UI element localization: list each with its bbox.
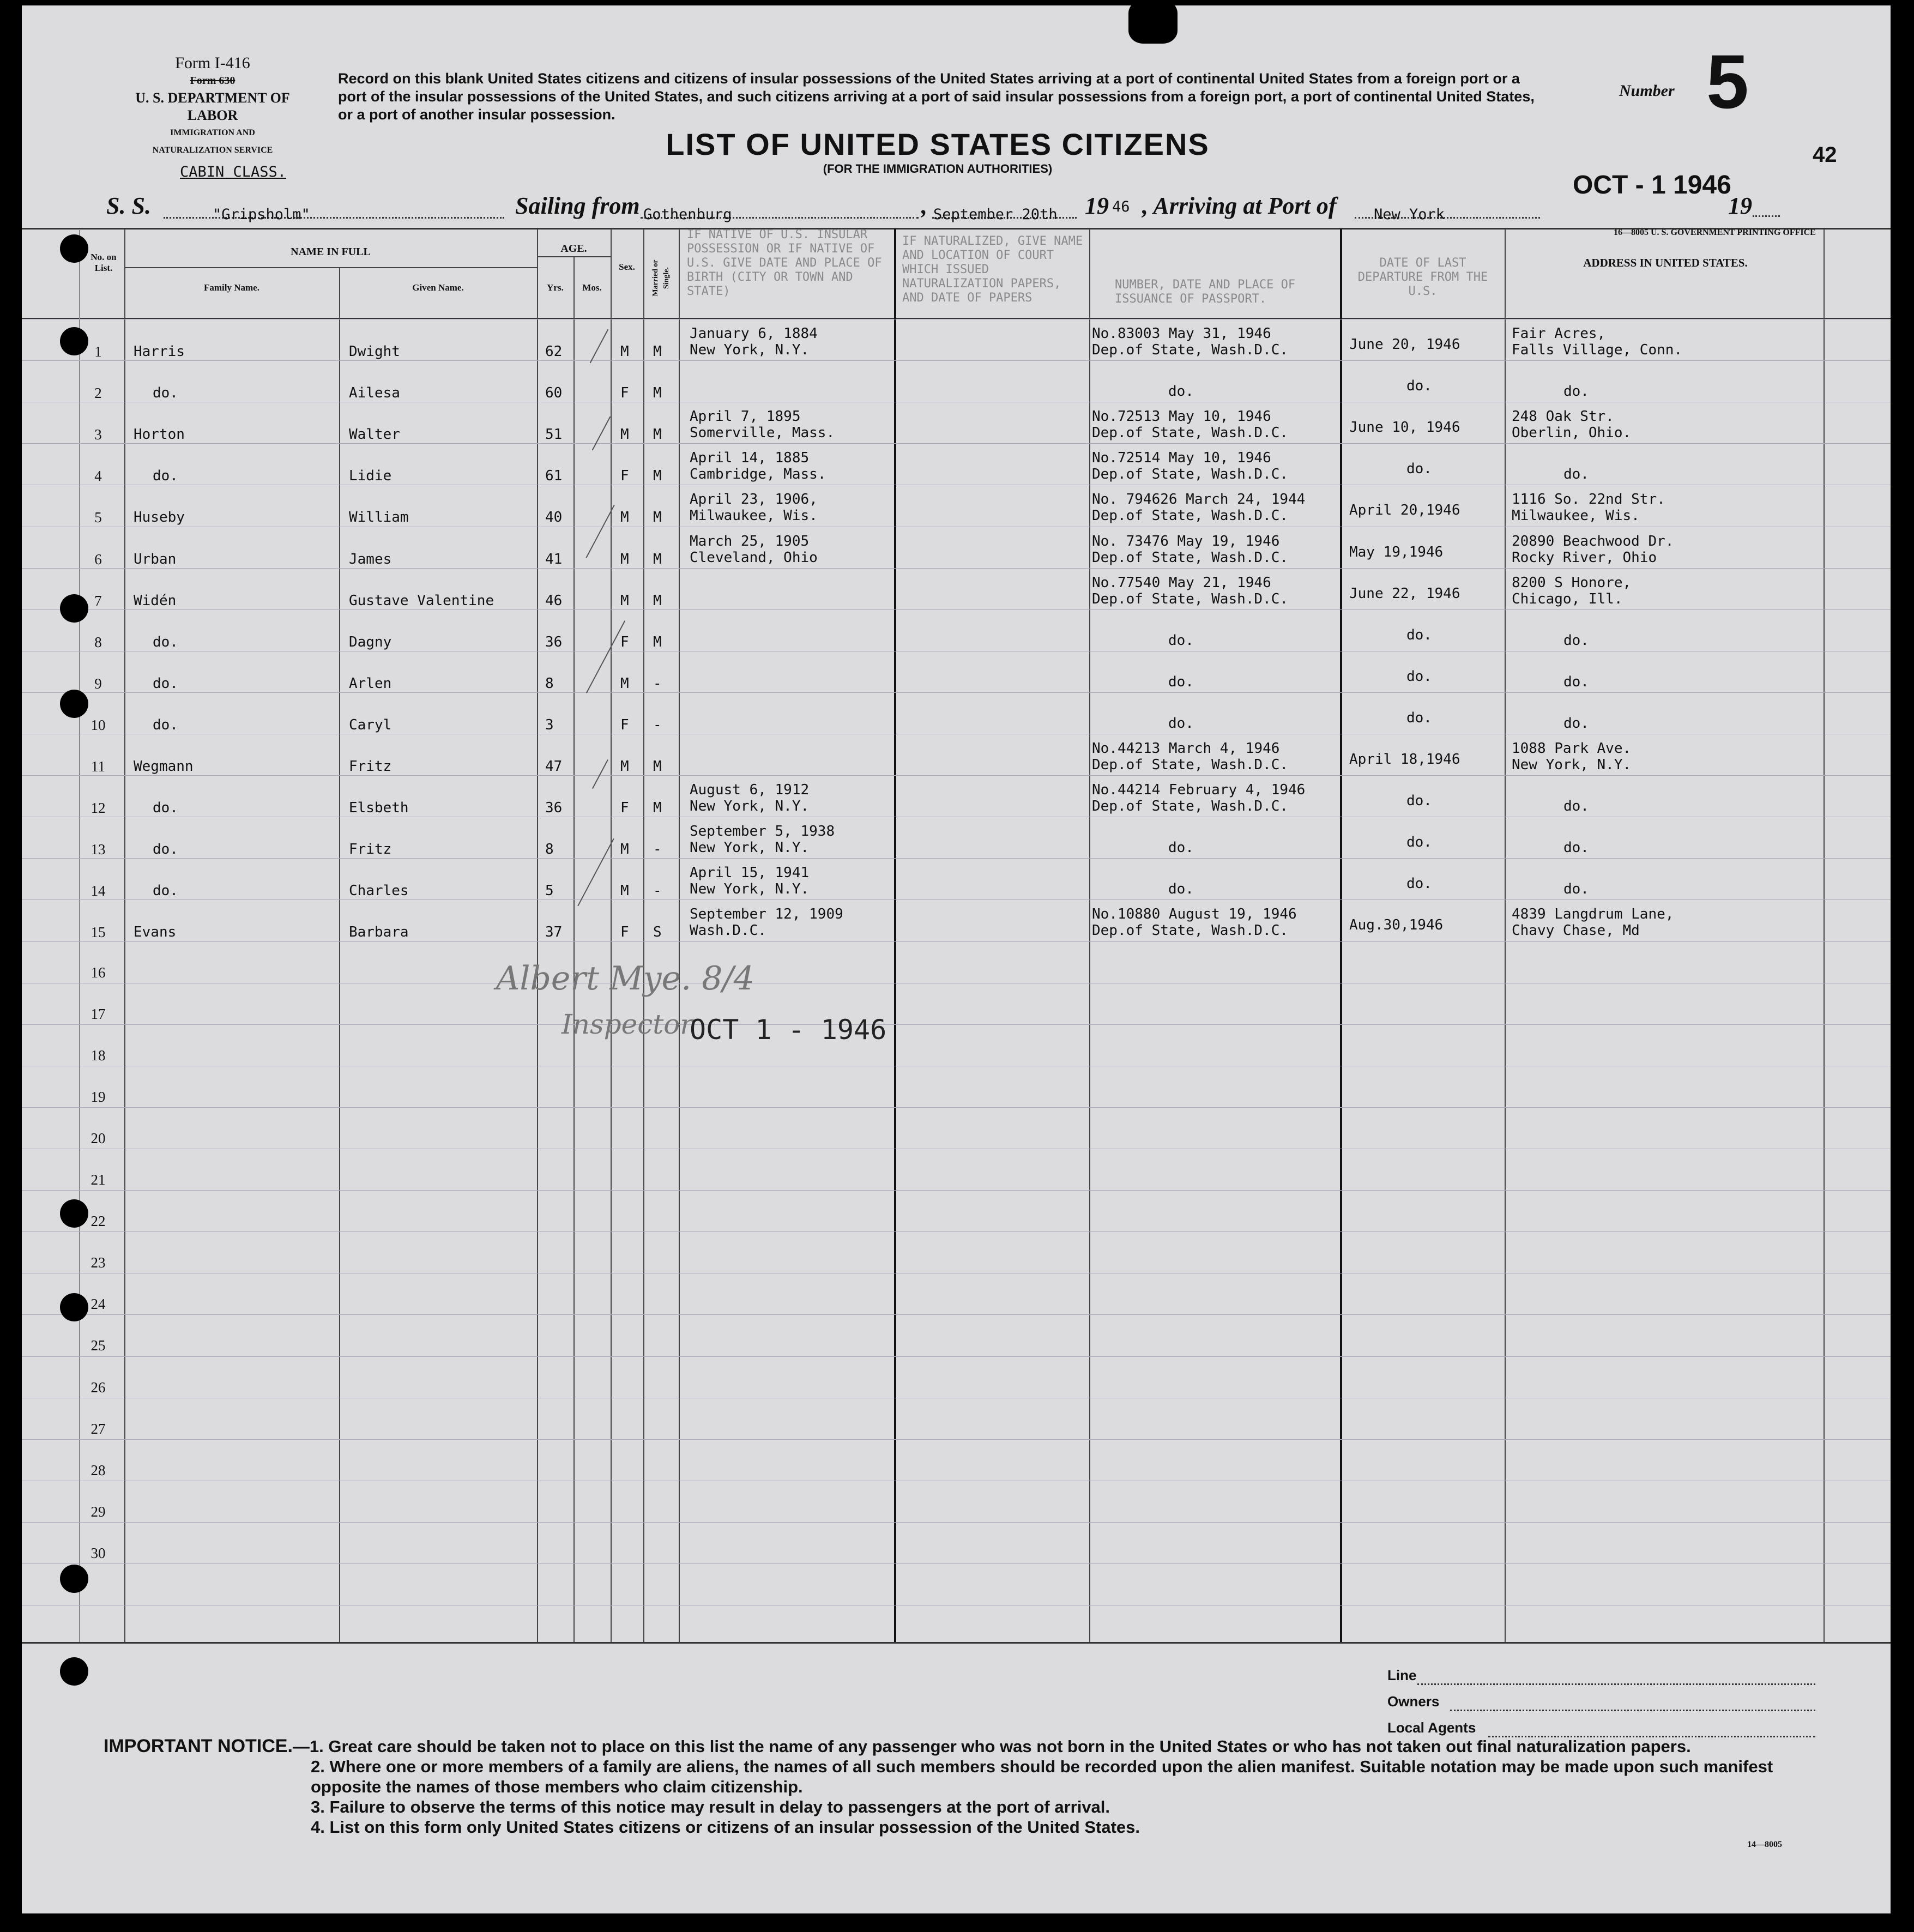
col-header-naturalized: IF NATURALIZED, GIVE NAME AND LOCATION OF COURT WHICH ISSUED NATURALIZATION PAPERS, AND DATE OF PAPERS bbox=[902, 234, 1083, 305]
cell-addr2: do. bbox=[1563, 466, 1589, 483]
cell-addr2: do. bbox=[1563, 383, 1589, 400]
cell-sex: M bbox=[620, 551, 629, 567]
col-divider bbox=[1340, 229, 1342, 1642]
port-field bbox=[1355, 197, 1540, 223]
col-divider bbox=[537, 229, 538, 1642]
number-label: Number bbox=[1619, 82, 1675, 100]
col-header-given: Given Name. bbox=[412, 282, 464, 293]
owners-label: Owners bbox=[1387, 1693, 1440, 1710]
cell-no: 15 bbox=[90, 924, 106, 941]
col-divider bbox=[573, 256, 575, 1642]
punch-hole bbox=[60, 1565, 88, 1593]
cell-sex: M bbox=[620, 509, 629, 526]
punch-hole bbox=[60, 234, 88, 263]
row-rule bbox=[22, 1356, 1891, 1357]
cell-family: Huseby bbox=[134, 509, 185, 526]
row-number: 22 bbox=[90, 1213, 106, 1230]
row-rule bbox=[22, 609, 1891, 610]
cell-sex: F bbox=[620, 385, 629, 402]
col-divider bbox=[79, 229, 80, 1642]
cell-given: Gustave Valentine bbox=[349, 592, 494, 609]
cell-addr2: Milwaukee, Wis. bbox=[1512, 508, 1640, 524]
sailing-label: Sailing from bbox=[515, 192, 640, 219]
agents-label: Local Agents bbox=[1387, 1719, 1476, 1736]
cell-no: 9 bbox=[94, 675, 102, 692]
line-field bbox=[1417, 1683, 1815, 1685]
cell-sex: M bbox=[620, 592, 629, 609]
sailing-date: September 20th bbox=[933, 206, 1058, 223]
col-header-address: ADDRESS IN UNITED STATES. bbox=[1583, 256, 1748, 269]
comma: , bbox=[921, 192, 927, 219]
row-number: 21 bbox=[90, 1172, 106, 1188]
cell-birth1: April 15, 1941 bbox=[690, 865, 810, 882]
notice-3: 3. Failure to observe the terms of this notice may result in delay to passengers at the port of arrival. bbox=[311, 1797, 1110, 1816]
cell-addr2: Chicago, Ill. bbox=[1512, 590, 1623, 607]
row-rule bbox=[22, 360, 1891, 361]
row-number: 29 bbox=[90, 1503, 106, 1520]
page-number: 42 bbox=[1813, 143, 1837, 167]
cell-age: 8 bbox=[545, 841, 554, 858]
cell-given: Barbara bbox=[349, 924, 409, 941]
row-number: 24 bbox=[90, 1296, 106, 1313]
row-number: 30 bbox=[90, 1544, 106, 1561]
row-rule bbox=[22, 692, 1891, 693]
cell-age: 51 bbox=[545, 426, 563, 443]
cell-pass1: No.72513 May 10, 1946 bbox=[1092, 408, 1271, 425]
row-number: 19 bbox=[90, 1088, 106, 1105]
cell-no: 4 bbox=[94, 468, 102, 485]
year-suffix: 46 bbox=[1112, 198, 1130, 215]
cell-ms: S bbox=[653, 924, 662, 941]
cell-pass1: No.77540 May 21, 1946 bbox=[1092, 574, 1271, 591]
punch-hole bbox=[60, 1657, 88, 1686]
cell-no: 10 bbox=[90, 716, 106, 733]
col-header-yrs: Yrs. bbox=[547, 282, 564, 293]
sailing-from-field bbox=[641, 197, 919, 223]
inspection-date-stamp: OCT 1 - 1946 bbox=[690, 1014, 887, 1046]
row-rule bbox=[22, 1107, 1891, 1108]
row-rule bbox=[22, 899, 1891, 900]
cell-sex: F bbox=[620, 468, 629, 485]
cell-pass2: Dep.of State, Wash.D.C. bbox=[1092, 549, 1289, 566]
punch-hole bbox=[1128, 0, 1178, 44]
cell-age: 61 bbox=[545, 468, 563, 485]
line-label: Line bbox=[1387, 1667, 1417, 1683]
cell-family: do. bbox=[153, 675, 178, 692]
cell-dep: do. bbox=[1406, 709, 1432, 726]
cell-no: 13 bbox=[90, 841, 106, 858]
cell-addr1: 248 Oak Str. bbox=[1512, 408, 1614, 425]
cell-family: Wegmann bbox=[134, 758, 194, 775]
cell-sex: M bbox=[620, 675, 629, 692]
punch-hole bbox=[60, 1199, 88, 1228]
cell-pass2: Dep.of State, Wash.D.C. bbox=[1092, 425, 1289, 442]
cell-pass2: do. bbox=[1168, 632, 1194, 649]
row-rule bbox=[22, 775, 1891, 776]
cell-age: 5 bbox=[545, 883, 554, 899]
cell-family: do. bbox=[153, 385, 178, 402]
page-title: LIST OF UNITED STATES CITIZENS bbox=[666, 127, 1210, 161]
port: New York bbox=[1374, 206, 1445, 223]
cell-age: 62 bbox=[545, 343, 563, 360]
row-rule bbox=[22, 443, 1891, 444]
cell-family: do. bbox=[153, 883, 178, 899]
cell-birth2: Wash.D.C. bbox=[690, 922, 766, 939]
cell-dep: do. bbox=[1406, 876, 1432, 892]
cell-addr2: do. bbox=[1563, 632, 1589, 649]
cell-addr2: Falls Village, Conn. bbox=[1512, 342, 1683, 358]
cell-addr2: New York, N.Y. bbox=[1512, 757, 1632, 773]
cell-family: do. bbox=[153, 633, 178, 650]
cell-dep: June 20, 1946 bbox=[1349, 336, 1460, 353]
cell-ms: - bbox=[653, 841, 662, 858]
cell-addr1: 20890 Beachwood Dr. bbox=[1512, 533, 1674, 550]
cell-addr2: do. bbox=[1563, 840, 1589, 856]
punch-hole bbox=[60, 690, 88, 718]
cell-sex: F bbox=[620, 924, 629, 941]
sailing-date-field bbox=[932, 197, 1077, 223]
row-number: 18 bbox=[90, 1047, 106, 1064]
cell-given: Fritz bbox=[349, 841, 392, 858]
col-divider bbox=[124, 229, 125, 1642]
col-divider bbox=[894, 229, 896, 1642]
table-bottom-rule bbox=[22, 1642, 1891, 1644]
cell-given: Dwight bbox=[349, 343, 400, 360]
cell-ms: M bbox=[653, 343, 662, 360]
form-number: Form I-416 bbox=[175, 54, 250, 72]
cell-dep: do. bbox=[1406, 793, 1432, 810]
cell-pass1: No.10880 August 19, 1946 bbox=[1092, 906, 1297, 923]
age-header-rule bbox=[537, 256, 611, 257]
ship-field bbox=[164, 197, 504, 223]
cell-ms: M bbox=[653, 551, 662, 567]
cell-age: 46 bbox=[545, 592, 563, 609]
cell-addr2: Chavy Chase, Md bbox=[1512, 922, 1640, 939]
form-header bbox=[131, 55, 294, 159]
cell-given: Walter bbox=[349, 426, 400, 443]
cell-pass2: do. bbox=[1168, 383, 1194, 400]
cell-family: Evans bbox=[134, 924, 177, 941]
cell-addr2: do. bbox=[1563, 798, 1589, 815]
cell-dep: do. bbox=[1406, 834, 1432, 851]
cell-addr1: 4839 Langdrum Lane, bbox=[1512, 906, 1674, 923]
notice-4: 4. List on this form only United States citizens or citizens of an insular possession of the United States. bbox=[311, 1818, 1140, 1837]
department: U. S. DEPARTMENT OF LABOR bbox=[135, 90, 290, 123]
cell-addr1: 1088 Park Ave. bbox=[1512, 740, 1632, 757]
cell-sex: M bbox=[620, 343, 629, 360]
year2-line bbox=[1753, 215, 1780, 217]
cell-birth2: New York, N.Y. bbox=[690, 798, 810, 815]
cell-no: 2 bbox=[94, 385, 102, 402]
cell-ms: M bbox=[653, 385, 662, 402]
row-number: 20 bbox=[90, 1130, 106, 1146]
cell-addr2: do. bbox=[1563, 881, 1589, 898]
cell-dep: do. bbox=[1406, 378, 1432, 395]
cell-dep: Aug.30,1946 bbox=[1349, 917, 1444, 934]
year-prefix: 19 bbox=[1085, 192, 1109, 219]
table-top-rule bbox=[22, 228, 1891, 230]
col-divider bbox=[643, 229, 644, 1642]
cell-pass2: Dep.of State, Wash.D.C. bbox=[1092, 508, 1289, 524]
cell-no: 3 bbox=[94, 426, 102, 443]
cell-age: 40 bbox=[545, 509, 563, 526]
row-number: 17 bbox=[90, 1005, 106, 1022]
page-subtitle: (FOR THE IMMIGRATION AUTHORITIES) bbox=[823, 162, 1053, 176]
cell-birth1: April 7, 1895 bbox=[690, 408, 801, 425]
cell-ms: - bbox=[653, 883, 662, 899]
cell-birth1: April 23, 1906, bbox=[690, 491, 818, 508]
cell-sex: M bbox=[620, 758, 629, 775]
cell-family: do. bbox=[153, 841, 178, 858]
cell-pass1: No.72514 May 10, 1946 bbox=[1092, 450, 1271, 467]
cell-age: 3 bbox=[545, 716, 554, 733]
row-rule bbox=[22, 1314, 1891, 1315]
cell-sex: M bbox=[620, 841, 629, 858]
record-instructions: Record on this blank United States citizens and citizens of insular possessions of the United States arriving at a port of continental United States from a foreign port or a port of the insular possessions of the United States, and such citizens arriving at a port of said insular possessions from a foreign port, a port of continental United States, or a port of another insular possession. bbox=[338, 70, 1535, 123]
cell-addr1: 1116 So. 22nd Str. bbox=[1512, 491, 1665, 508]
cell-ms: M bbox=[653, 468, 662, 485]
cell-dep: June 10, 1946 bbox=[1349, 419, 1460, 436]
cell-pass2: do. bbox=[1168, 715, 1194, 732]
cell-pass2: Dep.of State, Wash.D.C. bbox=[1092, 798, 1289, 815]
cell-family: Harris bbox=[134, 343, 185, 360]
cell-given: Dagny bbox=[349, 633, 392, 650]
row-rule bbox=[22, 1231, 1891, 1232]
cell-birth2: New York, N.Y. bbox=[690, 840, 810, 856]
col-header-name: NAME IN FULL bbox=[291, 246, 371, 258]
col-header-native: IF NATIVE OF U.S. INSULAR POSSESSION OR IF NATIVE OF U.S. GIVE DATE AND PLACE OF BIRTH (CITY OR TOWN AND STATE) bbox=[687, 228, 882, 298]
cell-addr2: Rocky River, Ohio bbox=[1512, 549, 1657, 566]
cell-age: 36 bbox=[545, 800, 563, 817]
year-2: 19 bbox=[1728, 192, 1752, 219]
cell-birth1: April 14, 1885 bbox=[690, 450, 810, 467]
cell-pass2: do. bbox=[1168, 673, 1194, 690]
printer-code: 16—8005 U. S. GOVERNMENT PRINTING OFFICE bbox=[1614, 228, 1816, 237]
cell-birth2: New York, N.Y. bbox=[690, 881, 810, 898]
cell-age: 47 bbox=[545, 758, 563, 775]
col-header-age: AGE. bbox=[560, 243, 587, 255]
cell-given: Lidie bbox=[349, 468, 392, 485]
cell-pass2: do. bbox=[1168, 840, 1194, 856]
form-code: 14—8005 bbox=[1747, 1840, 1782, 1849]
cell-birth1: September 12, 1909 bbox=[690, 906, 843, 923]
cell-dep: April 18,1946 bbox=[1349, 751, 1460, 768]
cell-pass2: Dep.of State, Wash.D.C. bbox=[1092, 342, 1289, 358]
owners-field bbox=[1450, 1710, 1815, 1711]
cell-birth2: New York, N.Y. bbox=[690, 342, 810, 358]
cell-given: Fritz bbox=[349, 758, 392, 775]
cell-birth1: August 6, 1912 bbox=[690, 782, 810, 799]
cell-family: do. bbox=[153, 800, 178, 817]
cell-addr1: 8200 S Honore, bbox=[1512, 574, 1632, 591]
cell-birth1: September 5, 1938 bbox=[690, 823, 835, 840]
row-rule bbox=[22, 1024, 1891, 1025]
cell-addr2: do. bbox=[1563, 673, 1589, 690]
cell-ms: - bbox=[653, 675, 662, 692]
cell-age: 41 bbox=[545, 551, 563, 567]
ss-label: S. S. bbox=[106, 192, 151, 219]
cell-pass1: No. 73476 May 19, 1946 bbox=[1092, 533, 1280, 550]
cell-no: 6 bbox=[94, 551, 102, 567]
row-number: 28 bbox=[90, 1462, 106, 1478]
class-label: CABIN CLASS. bbox=[180, 164, 287, 180]
cell-family: Widén bbox=[134, 592, 177, 609]
cell-sex: F bbox=[620, 633, 629, 650]
cell-sex: F bbox=[620, 800, 629, 817]
row-rule bbox=[22, 1563, 1891, 1564]
cell-no: 11 bbox=[91, 758, 105, 775]
cell-given: Caryl bbox=[349, 716, 392, 733]
punch-hole bbox=[60, 1293, 88, 1321]
cell-ms: M bbox=[653, 758, 662, 775]
row-number: 23 bbox=[90, 1254, 106, 1271]
cell-pass2: Dep.of State, Wash.D.C. bbox=[1092, 466, 1289, 483]
cell-birth1: March 25, 1905 bbox=[690, 533, 810, 550]
col-divider bbox=[679, 229, 680, 1642]
cell-birth1: January 6, 1884 bbox=[690, 325, 818, 342]
col-header-family: Family Name. bbox=[204, 282, 259, 293]
col-divider bbox=[1505, 229, 1506, 1642]
ship-name: "Gripsholm" bbox=[213, 206, 310, 223]
row-number: 26 bbox=[90, 1379, 106, 1396]
cell-birth2: Somerville, Mass. bbox=[690, 425, 835, 442]
row-number: 25 bbox=[90, 1337, 106, 1354]
cell-dep: do. bbox=[1406, 626, 1432, 643]
col-header-married: Married or Single. bbox=[651, 259, 671, 297]
cell-pass2: do. bbox=[1168, 881, 1194, 898]
cell-dep: April 20,1946 bbox=[1349, 502, 1460, 519]
notice-2: 2. Where one or more members of a family are aliens, the names of all such members should be recorded upon the alien manifest. Suitable notation may be made upon such manifest opposite the names of those members who claim citizenship. bbox=[311, 1757, 1773, 1796]
cell-given: Ailesa bbox=[349, 385, 400, 402]
row-rule bbox=[22, 1522, 1891, 1523]
cell-pass1: No.44213 March 4, 1946 bbox=[1092, 740, 1280, 757]
cell-dep: do. bbox=[1406, 668, 1432, 685]
cell-ms: - bbox=[653, 716, 662, 733]
cell-given: James bbox=[349, 551, 392, 567]
cell-no: 12 bbox=[90, 800, 106, 817]
cell-family: Urban bbox=[134, 551, 177, 567]
notice-1: —1. Great care should be taken not to place on this list the name of any passenger who was not born in the United States or who has not taken out final naturalization papers. bbox=[292, 1737, 1691, 1756]
cell-pass1: No. 794626 March 24, 1944 bbox=[1092, 491, 1306, 508]
arrival-date-stamp: OCT - 1 1946 bbox=[1573, 171, 1731, 200]
cell-ms: M bbox=[653, 509, 662, 526]
cell-age: 37 bbox=[545, 924, 563, 941]
cell-family: Horton bbox=[134, 426, 185, 443]
row-number: 16 bbox=[90, 964, 106, 981]
notice-title: IMPORTANT NOTICE. bbox=[104, 1736, 293, 1756]
cell-family: do. bbox=[153, 716, 178, 733]
col-header-no: No. on List. bbox=[90, 252, 117, 273]
cell-no: 1 bbox=[94, 343, 102, 360]
cell-pass1: No.83003 May 31, 1946 bbox=[1092, 325, 1271, 342]
cell-dep: June 22, 1946 bbox=[1349, 585, 1460, 602]
cell-birth2: Milwaukee, Wis. bbox=[690, 508, 818, 524]
row-rule bbox=[22, 1439, 1891, 1440]
cell-birth2: Cleveland, Ohio bbox=[690, 549, 818, 566]
cell-age: 60 bbox=[545, 385, 563, 402]
cell-dep: May 19,1946 bbox=[1349, 544, 1444, 560]
cell-addr1: Fair Acres, bbox=[1512, 325, 1606, 342]
col-header-sex: Sex. bbox=[619, 262, 635, 272]
col-divider bbox=[611, 229, 612, 1642]
cell-sex: F bbox=[620, 716, 629, 733]
cell-addr2: do. bbox=[1563, 715, 1589, 732]
arriving-label: , Arriving at Port of bbox=[1142, 192, 1337, 219]
col-divider bbox=[1824, 229, 1825, 1642]
cell-age: 36 bbox=[545, 633, 563, 650]
cell-given: William bbox=[349, 509, 409, 526]
cell-sex: M bbox=[620, 883, 629, 899]
col-header-departure: DATE OF LAST DEPARTURE FROM THE U.S. bbox=[1357, 256, 1488, 298]
handwritten-inspector: Inspector bbox=[561, 1009, 693, 1040]
cell-dep: do. bbox=[1406, 461, 1432, 478]
col-header-passport: NUMBER, DATE AND PLACE OF ISSUANCE OF PASSPORT. bbox=[1115, 278, 1296, 306]
cell-pass2: Dep.of State, Wash.D.C. bbox=[1092, 922, 1289, 939]
row-rule bbox=[22, 858, 1891, 859]
service: IMMIGRATION AND NATURALIZATION SERVICE bbox=[152, 128, 273, 155]
sailing-from: Gothenburg bbox=[643, 206, 732, 223]
cell-no: 8 bbox=[94, 633, 102, 650]
row-number: 27 bbox=[90, 1420, 106, 1437]
punch-hole bbox=[60, 594, 88, 623]
cell-age: 8 bbox=[545, 675, 554, 692]
col-header-mos: Mos. bbox=[582, 282, 602, 293]
cell-birth2: Cambridge, Mass. bbox=[690, 466, 826, 483]
cell-no: 7 bbox=[94, 592, 102, 609]
cell-pass2: Dep.of State, Wash.D.C. bbox=[1092, 590, 1289, 607]
row-rule bbox=[22, 941, 1891, 942]
punch-hole bbox=[60, 327, 88, 355]
cell-given: Charles bbox=[349, 883, 409, 899]
cell-no: 14 bbox=[90, 883, 106, 899]
cell-ms: M bbox=[653, 633, 662, 650]
list-number: 5 bbox=[1706, 39, 1749, 124]
cell-family: do. bbox=[153, 468, 178, 485]
cell-pass1: No.44214 February 4, 1946 bbox=[1092, 782, 1306, 799]
col-divider bbox=[339, 267, 340, 1642]
handwritten-signature: Albert Mye. 8/4 bbox=[496, 959, 754, 998]
col-divider bbox=[1089, 229, 1090, 1642]
cell-addr2: Oberlin, Ohio. bbox=[1512, 425, 1632, 442]
row-rule bbox=[22, 1190, 1891, 1191]
cell-ms: M bbox=[653, 800, 662, 817]
row-rule bbox=[22, 568, 1891, 569]
cell-given: Arlen bbox=[349, 675, 392, 692]
cell-pass2: Dep.of State, Wash.D.C. bbox=[1092, 757, 1289, 773]
form-struck: Form 630 bbox=[190, 75, 236, 87]
cell-no: 5 bbox=[94, 509, 102, 526]
cell-sex: M bbox=[620, 426, 629, 443]
cell-ms: M bbox=[653, 426, 662, 443]
cell-given: Elsbeth bbox=[349, 800, 409, 817]
name-header-rule bbox=[124, 267, 537, 268]
cell-ms: M bbox=[653, 592, 662, 609]
important-notice bbox=[104, 1736, 1837, 1837]
